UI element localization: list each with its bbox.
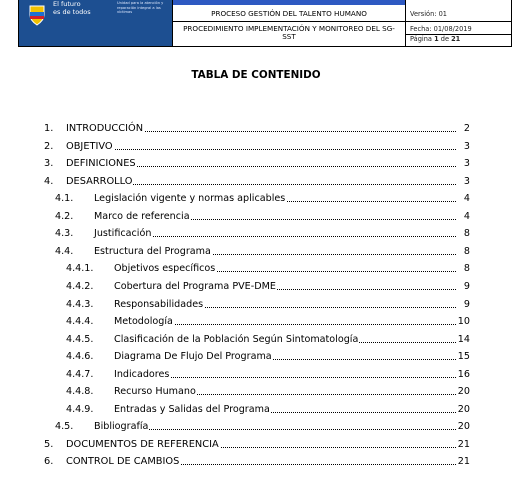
toc-label: DESARROLLO xyxy=(66,176,133,187)
toc-number: 4.5. xyxy=(55,421,74,432)
toc-page-number: 10 xyxy=(457,316,470,327)
logo-line-2: es de todos xyxy=(53,8,91,16)
toc-number: 4.4.7. xyxy=(66,369,94,380)
toc-label: Diagrama De Flujo Del Programa xyxy=(114,351,272,362)
header-top-bar xyxy=(173,0,405,5)
toc-entry[interactable] xyxy=(0,245,470,258)
toc-number: 4.4.9. xyxy=(66,404,94,415)
logo-line-1: El futuro xyxy=(53,0,81,8)
toc-entry[interactable] xyxy=(0,298,470,311)
toc-number: 4.4.2. xyxy=(66,281,94,292)
toc-page-number: 3 xyxy=(463,176,470,187)
toc-number: 2. xyxy=(44,141,54,152)
toc-number: 4. xyxy=(44,176,54,187)
toc-label: Responsabilidades xyxy=(114,299,204,310)
toc-label: Indicadores xyxy=(114,369,170,380)
toc-label: Clasificación de la Población Según Sintomatología xyxy=(114,334,359,345)
toc-entry[interactable] xyxy=(0,175,470,188)
toc-page-number: 2 xyxy=(463,123,470,134)
toc-entry[interactable] xyxy=(0,333,470,346)
logo-entity-text: Unidad para la atención y reparación integral a las víctimas xyxy=(117,1,164,15)
process-title: PROCESO GESTIÓN DEL TALENTO HUMANO xyxy=(211,9,367,18)
toc-entry[interactable] xyxy=(0,438,470,451)
toc-number: 4.4. xyxy=(55,246,74,257)
toc-entry[interactable] xyxy=(0,420,470,433)
toc-entry[interactable] xyxy=(0,262,470,275)
page-title: TABLA DE CONTENIDO xyxy=(191,69,321,81)
header-divider xyxy=(405,0,406,46)
procedure-title: PROCEDIMIENTO IMPLEMENTACIÓN Y MONITOREO DEL SG-SST xyxy=(183,24,395,41)
toc-label: Justificación xyxy=(94,228,152,239)
page-total: 21 xyxy=(451,35,461,43)
toc-entry[interactable] xyxy=(0,350,470,363)
toc-label: Legislación vigente y normas aplicables xyxy=(94,193,286,204)
toc-page-number: 3 xyxy=(463,158,470,169)
toc-entry[interactable] xyxy=(0,227,470,240)
toc-entry[interactable] xyxy=(0,140,470,153)
toc-page-number: 20 xyxy=(457,421,470,432)
toc-entry[interactable] xyxy=(0,280,470,293)
toc-entry[interactable] xyxy=(0,210,470,223)
page-of: de xyxy=(438,35,452,43)
toc-label: Marco de referencia xyxy=(94,211,190,222)
toc-label: DOCUMENTOS DE REFERENCIA xyxy=(66,439,219,450)
toc-entry[interactable] xyxy=(0,315,470,328)
logo xyxy=(19,0,172,46)
toc-number: 4.2. xyxy=(55,211,74,222)
toc-number: 3. xyxy=(44,158,54,169)
toc-leader-dots xyxy=(66,149,456,150)
toc-label: Entradas y Salidas del Programa xyxy=(114,404,270,415)
version-text: Versión: 01 xyxy=(410,10,447,18)
toc-page-number: 4 xyxy=(463,193,470,204)
toc-page-number: 21 xyxy=(457,439,470,450)
toc-label: OBJETIVO xyxy=(66,141,113,152)
toc-number: 4.3. xyxy=(55,228,74,239)
header-divider xyxy=(172,21,511,22)
toc-page-number: 15 xyxy=(457,351,470,362)
toc-entry[interactable] xyxy=(0,192,470,205)
toc-number: 4.4.5. xyxy=(66,334,94,345)
toc-page-number: 14 xyxy=(457,334,470,345)
toc-number: 4.4.1. xyxy=(66,263,94,274)
toc-number: 1. xyxy=(44,123,54,134)
toc-label: DEFINICIONES xyxy=(66,158,136,169)
toc-number: 4.1. xyxy=(55,193,74,204)
toc-number: 4.4.8. xyxy=(66,386,94,397)
toc-label: CONTROL DE CAMBIOS xyxy=(66,456,180,467)
toc-page-number: 9 xyxy=(463,281,470,292)
toc-page-number: 8 xyxy=(463,228,470,239)
toc-page-number: 16 xyxy=(457,369,470,380)
toc-label: Estructura del Programa xyxy=(94,246,211,257)
date-text: Fecha: 01/08/2019 xyxy=(410,25,472,33)
toc-label: Metodología xyxy=(114,316,173,327)
toc-page-number: 8 xyxy=(463,246,470,257)
toc-entry[interactable] xyxy=(0,403,470,416)
toc-page-number: 20 xyxy=(457,404,470,415)
toc-entry[interactable] xyxy=(0,455,470,468)
toc-page-number: 4 xyxy=(463,211,470,222)
toc-entry[interactable] xyxy=(0,157,470,170)
toc-label: Objetivos específicos xyxy=(114,263,216,274)
header-divider xyxy=(172,0,173,46)
toc-label: Recurso Humano xyxy=(114,386,196,397)
logo-slogan xyxy=(53,0,91,16)
toc-page-number: 21 xyxy=(457,456,470,467)
toc-entry[interactable] xyxy=(0,122,470,135)
toc-entry[interactable] xyxy=(0,368,470,381)
page-prefix: Página xyxy=(410,35,435,43)
toc-number: 6. xyxy=(44,456,54,467)
page-indicator xyxy=(410,35,460,43)
toc-label: Bibliografía xyxy=(94,421,149,432)
toc-label: Cobertura del Programa PVE-DME xyxy=(114,281,276,292)
document-header xyxy=(0,0,512,48)
toc-number: 4.4.3. xyxy=(66,299,94,310)
toc-page-number: 9 xyxy=(463,299,470,310)
page-current: 1 xyxy=(434,35,439,43)
toc-number: 4.4.4. xyxy=(66,316,94,327)
toc-page-number: 20 xyxy=(457,386,470,397)
toc-label: INTRODUCCIÓN xyxy=(66,123,144,134)
toc-page-number: 3 xyxy=(463,141,470,152)
toc-entry[interactable] xyxy=(0,385,470,398)
toc-number: 4.4.6. xyxy=(66,351,94,362)
coat-of-arms-icon xyxy=(28,4,46,26)
toc-page-number: 8 xyxy=(463,263,470,274)
toc-number: 5. xyxy=(44,439,54,450)
